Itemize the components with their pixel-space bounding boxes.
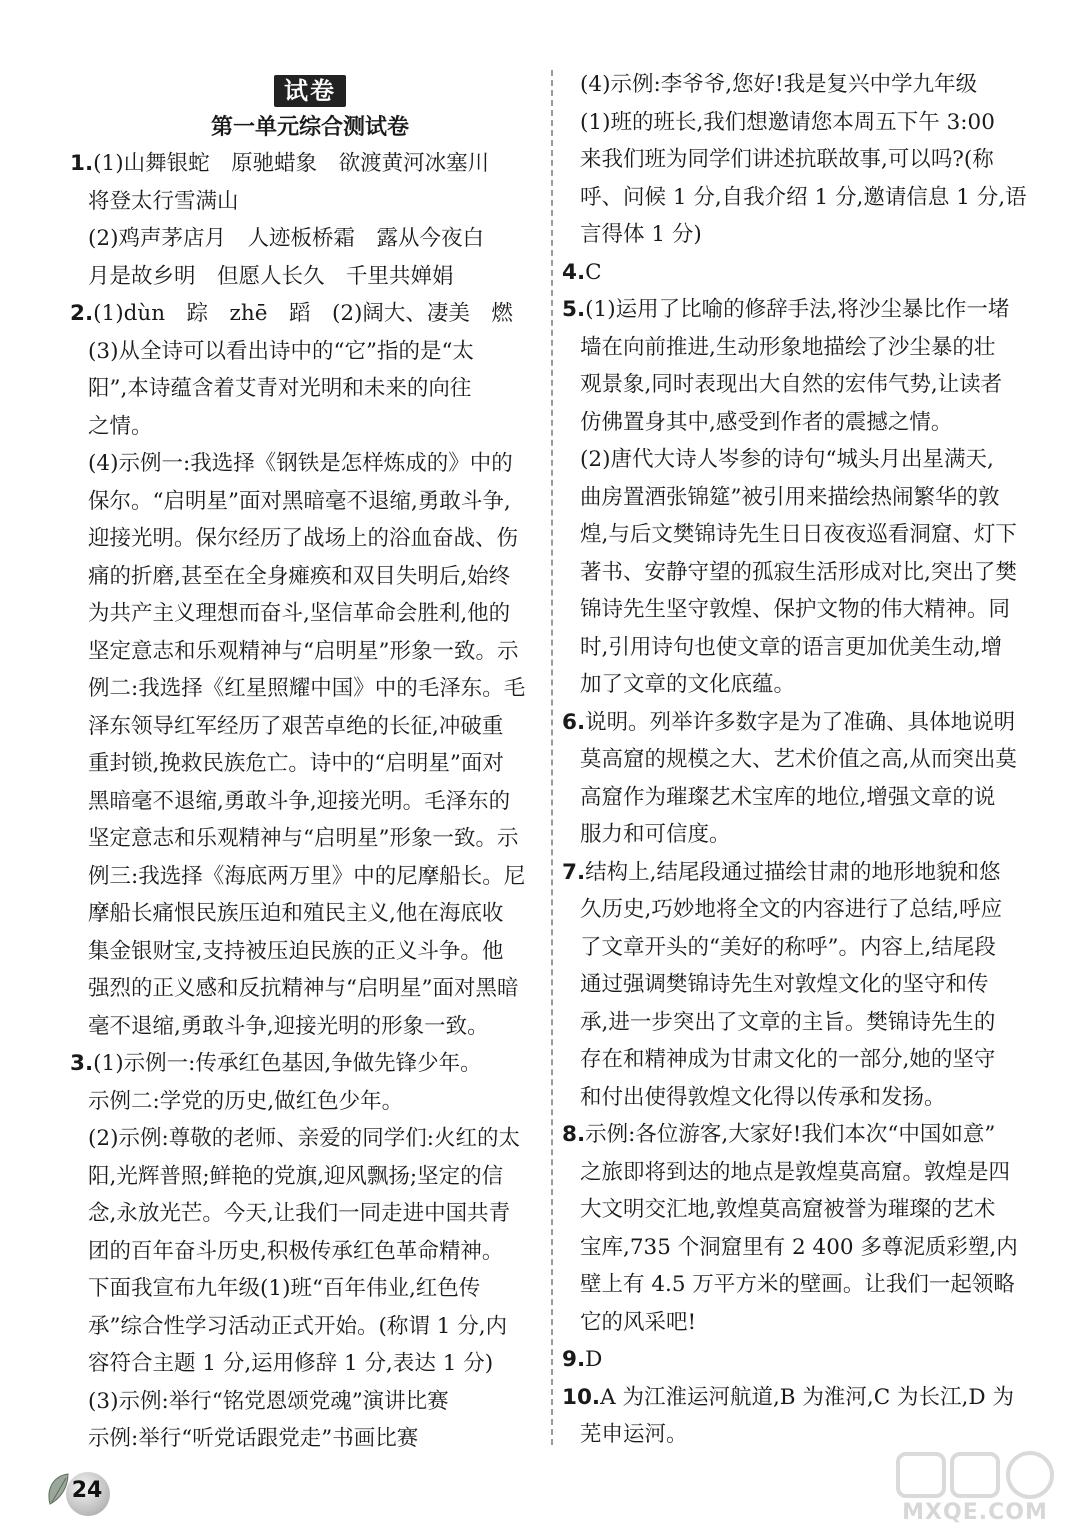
watermark-text: MXQE.COM: [902, 1500, 1048, 1525]
answer-text: 大文明交汇地,敦煌莫高窟被誉为璀璨的艺术: [580, 1197, 996, 1222]
question-number: 1.: [70, 151, 94, 176]
answer-line: [70, 895, 550, 933]
watermark-logo-icon: [880, 1448, 1070, 1500]
answer-text: 阳”,本诗蕴含着艾青对光明和未来的向往: [88, 376, 472, 401]
answer-line: [562, 966, 1036, 1004]
answer-text: 服力和可信度。: [580, 822, 731, 847]
answer-line: [562, 591, 1036, 629]
answer-line: [70, 745, 550, 783]
answer-line: [562, 1154, 1036, 1192]
question-number: 8.: [562, 1122, 586, 1147]
title-wrap: [70, 74, 550, 109]
answer-text: 强烈的正义感和反抗精神与“启明星”面对黑暗: [88, 976, 519, 1001]
answer-text: 之情。: [88, 413, 153, 439]
answer-line: [562, 1191, 1036, 1229]
answer-item: [562, 66, 1036, 254]
answer-line: [70, 1308, 550, 1346]
answer-text: 结构上,结尾段通过描绘甘肃的地形地貌和悠: [585, 859, 1001, 885]
answer-line: [70, 183, 550, 221]
answer-text: 通过强调樊锦诗先生对敦煌文化的坚守和传: [580, 972, 989, 997]
answer-line: [70, 783, 550, 821]
answer-line: [70, 483, 550, 521]
answer-line: [70, 1045, 550, 1083]
answer-text: 仿佛置身其中,感受到作者的震撼之情。: [580, 409, 953, 435]
answer-line: [70, 558, 550, 596]
answer-text: (1)示例一:传承红色基因,争做先锋少年。: [93, 1051, 482, 1076]
answer-text: (3)示例:举行“铭党恩颂党魂”演讲比赛: [88, 1388, 449, 1414]
column-divider: [551, 70, 553, 1445]
answer-text: 将登太行雪满山: [88, 188, 239, 214]
answer-line: [70, 1195, 550, 1233]
answer-text: 锦诗先生坚守敦煌、保护文物的伟大精神。同: [580, 597, 1011, 622]
answer-text: 例三:我选择《海底两万里》中的尼摩船长。尼: [88, 863, 526, 889]
answer-text: 说明。列举许多数字是为了准确、具体地说明: [585, 709, 1016, 735]
answer-line: [562, 891, 1036, 929]
answer-line: [562, 104, 1036, 142]
page-number-badge: [44, 1468, 114, 1516]
answer-line: [562, 816, 1036, 854]
question-number: 3.: [70, 1051, 94, 1076]
answer-text: 例二:我选择《红星照耀中国》中的毛泽东。毛: [88, 676, 526, 701]
answer-item: [562, 1379, 1036, 1454]
answer-line: [70, 595, 550, 633]
answer-text: 念,永放光芒。今天,让我们一同走进中国共青: [88, 1201, 511, 1226]
answer-text: 阳,光辉普照;鲜艳的党旗,迎风飘扬;坚定的信: [88, 1163, 504, 1189]
answer-line: [70, 1345, 550, 1383]
answer-text: 痛的折磨,甚至在全身瘫痪和双目失明后,始终: [88, 563, 511, 589]
answer-text: 坚定意志和乐观精神与“启明星”形象一致。示: [88, 638, 519, 664]
answer-text: 时,引用诗句也使文章的语言更加优美生动,增: [580, 634, 1003, 660]
answer-line: [70, 220, 550, 258]
answer-line: [562, 66, 1036, 104]
answer-item: [562, 854, 1036, 1117]
answer-text: 示例:各位游客,大家好!我们本次“中国如意”: [585, 1122, 996, 1147]
answer-line: [70, 670, 550, 708]
answer-line: [562, 516, 1036, 554]
question-number: 9.: [562, 1347, 586, 1372]
answer-text: A 为江淮运河航道,B 为淮河,C 为长江,D 为: [600, 1384, 1014, 1410]
question-number: 5.: [562, 297, 586, 322]
answer-text: 言得体 1 分): [580, 222, 702, 247]
answer-text: 保尔。“启明星”面对黑暗毫不退缩,勇敢斗争,: [88, 488, 511, 514]
answer-text: 著书、安静守望的孤寂生活形成对比,突出了樊: [580, 559, 1017, 585]
answer-line: [562, 1379, 1036, 1417]
right-answer-list: [562, 66, 1036, 1454]
answer-line: [70, 258, 550, 296]
answer-text: 迎接光明。保尔经历了战场上的浴血奋战、伤: [88, 526, 519, 551]
answer-text: (1)山舞银蛇 原驰蜡象 欲渡黄河冰塞川: [93, 151, 490, 176]
answer-text: (2)鸡声茅店月 人迹板桥霜 露从今夜白: [88, 226, 484, 251]
answer-text: 月是故乡明 但愿人长久 千里共婵娟: [88, 263, 454, 289]
answer-line: [562, 1304, 1036, 1342]
answer-line: [70, 633, 550, 671]
answer-text: 示例:举行“听党话跟党走”书画比赛: [88, 1426, 419, 1451]
answer-line: [562, 666, 1036, 704]
answer-text: 高窟作为璀璨艺术宝库的地位,增强文章的说: [580, 784, 996, 810]
answer-item: [562, 1341, 1036, 1379]
right-column: [562, 66, 1036, 1454]
answer-text: D: [585, 1347, 603, 1372]
answer-line: [70, 1420, 550, 1458]
question-number: 4.: [562, 259, 586, 285]
answer-line: [70, 970, 550, 1008]
answer-text: 毫不退缩,勇敢斗争,迎接光明的形象一致。: [88, 1013, 489, 1039]
answer-line: [70, 370, 550, 408]
answer-line: [562, 704, 1036, 742]
answer-text: 容符合主题 1 分,运用修辞 1 分,表达 1 分): [88, 1351, 494, 1376]
answer-text: 示例二:学党的历史,做红色少年。: [88, 1088, 404, 1114]
answer-text: (1)dùn 踪 zhē 蹈 (2)阔大、凄美 燃: [93, 301, 513, 326]
answer-line: [70, 1083, 550, 1121]
answer-text: 加了文章的文化底蕴。: [580, 672, 796, 697]
answer-line: [70, 445, 550, 483]
answer-text: (2)唐代大诗人岑参的诗句“城头月出星满天,: [580, 447, 994, 472]
answer-line: [562, 779, 1036, 817]
answer-text: 集金银财宝,支持被压迫民族的正义斗争。他: [88, 938, 504, 964]
answer-line: [562, 554, 1036, 592]
answer-line: [70, 820, 550, 858]
answer-line: [70, 295, 550, 333]
answer-text: 了文章开头的“美好的称呼”。内容上,结尾段: [580, 934, 996, 960]
answer-line: [562, 1116, 1036, 1154]
left-answer-list: [70, 145, 550, 1458]
answer-text: 团的百年奋斗历史,积极传承红色革命精神。: [88, 1238, 504, 1264]
answer-line: [562, 179, 1036, 217]
answer-line: [562, 1266, 1036, 1304]
answer-text: 泽东领导红军经历了艰苦卓绝的长征,冲破重: [88, 713, 504, 739]
answer-line: [70, 858, 550, 896]
answer-text: C: [585, 259, 602, 285]
answer-text: 和付出使得敦煌文化得以传承和发扬。: [580, 1084, 946, 1110]
answer-text: 之旅即将到达的地点是敦煌莫高窟。敦煌是四: [580, 1159, 1011, 1185]
answer-line: [562, 1079, 1036, 1117]
answer-item: [562, 704, 1036, 854]
answer-item: [70, 295, 550, 1045]
answer-line: [562, 441, 1036, 479]
answer-text: 曲房置酒张锦筵”被引用来描绘热闹繁华的敦: [580, 484, 1000, 510]
answer-text: 莫高窟的规模之大、艺术价值之高,从而突出莫: [580, 747, 1017, 772]
answer-text: 壁上有 4.5 万平方米的壁画。让我们一起领略: [580, 1272, 1015, 1297]
watermark: [880, 1448, 1070, 1530]
answer-text: (1)班的班长,我们想邀请您本周五下午 3:00: [580, 109, 995, 135]
answer-line: [70, 333, 550, 371]
question-number: 7.: [562, 859, 586, 885]
answer-text: (2)示例:尊敬的老师、亲爱的同学们:火红的太: [88, 1126, 520, 1151]
answer-line: [562, 366, 1036, 404]
answer-text: 存在和精神成为甘肃文化的一部分,她的坚守: [580, 1047, 996, 1072]
answer-line: [70, 1233, 550, 1271]
answer-line: [562, 404, 1036, 442]
answer-line: [70, 1383, 550, 1421]
answer-line: [70, 708, 550, 746]
answer-text: 坚定意志和乐观精神与“启明星”形象一致。示: [88, 826, 519, 851]
answer-text: (4)示例一:我选择《钢铁是怎样炼成的》中的: [88, 451, 513, 476]
question-number: 10.: [562, 1384, 601, 1410]
answer-line: [70, 145, 550, 183]
answer-line: [70, 520, 550, 558]
answer-text: 下面我宣布九年级(1)班“百年伟业,红色传: [88, 1276, 481, 1301]
answer-text: 来我们班为同学们讲述抗联故事,可以吗?(称: [580, 147, 994, 172]
page-number: 24: [71, 1478, 103, 1503]
answer-text: 煌,与后文樊锦诗先生日日夜夜巡看洞窟、灯下: [580, 522, 1017, 547]
answer-text: 宝库,735 个洞窟里有 2 400 多尊泥质彩塑,内: [580, 1234, 1018, 1260]
answer-line: [70, 408, 550, 446]
answer-line: [562, 1004, 1036, 1042]
answer-line: [70, 1008, 550, 1046]
answer-item: [562, 1116, 1036, 1341]
answer-line: [70, 1270, 550, 1308]
answer-line: [562, 329, 1036, 367]
question-number: 6.: [562, 709, 586, 735]
question-number: 2.: [70, 301, 94, 326]
answer-text: 观景象,同时表现出大自然的宏伟气势,让读者: [580, 372, 1003, 397]
answer-text: 重封锁,挽救民族危亡。诗中的“启明星”面对: [88, 751, 504, 776]
answer-line: [562, 1041, 1036, 1079]
answer-text: 墙在向前推进,生动形象地描绘了沙尘暴的壮: [580, 334, 996, 360]
answer-item: [562, 291, 1036, 704]
answer-line: [562, 929, 1036, 967]
answer-text: 黑暗毫不退缩,勇敢斗争,迎接光明。毛泽东的: [88, 788, 511, 814]
exam-badge: 试卷: [274, 75, 346, 107]
answer-line: [70, 1158, 550, 1196]
answer-line: [70, 1120, 550, 1158]
answer-item: [562, 254, 1036, 292]
left-column: [70, 66, 550, 1458]
answer-line: [562, 291, 1036, 329]
section-title: 第一单元综合测试卷: [210, 115, 409, 140]
answer-text: 芜申运河。: [580, 1422, 688, 1447]
answer-text: (1)运用了比喻的修辞手法,将沙尘暴比作一堵: [585, 297, 1010, 322]
answer-line: [562, 254, 1036, 292]
answer-text: (3)从全诗可以看出诗中的“它”指的是“太: [88, 338, 474, 364]
answer-text: (4)示例:李爷爷,您好!我是复兴中学九年级: [580, 72, 978, 97]
answer-line: [562, 741, 1036, 779]
answer-item: [70, 145, 550, 295]
answer-text: 摩船长痛恨民族压迫和殖民主义,他在海底收: [88, 901, 504, 926]
answer-text: 它的风采吧!: [580, 1309, 697, 1335]
answer-text: 呼、问候 1 分,自我介绍 1 分,邀请信息 1 分,语: [580, 184, 1027, 210]
answer-text: 承”综合性学习活动正式开始。(称谓 1 分,内: [88, 1313, 508, 1339]
answer-text: 承,进一步突出了文章的主旨。樊锦诗先生的: [580, 1009, 996, 1035]
answer-line: [562, 1229, 1036, 1267]
answer-line: [562, 479, 1036, 517]
answer-item: [70, 1045, 550, 1458]
answer-line: [562, 141, 1036, 179]
answer-line: [562, 1341, 1036, 1379]
answer-text: 为共产主义理想而奋斗,坚信革命会胜利,他的: [88, 601, 511, 626]
answer-line: [562, 629, 1036, 667]
answer-text: 久历史,巧妙地将全文的内容进行了总结,呼应: [580, 897, 1003, 922]
answer-line: [70, 933, 550, 971]
answer-line: [562, 216, 1036, 254]
answer-line: [562, 854, 1036, 892]
